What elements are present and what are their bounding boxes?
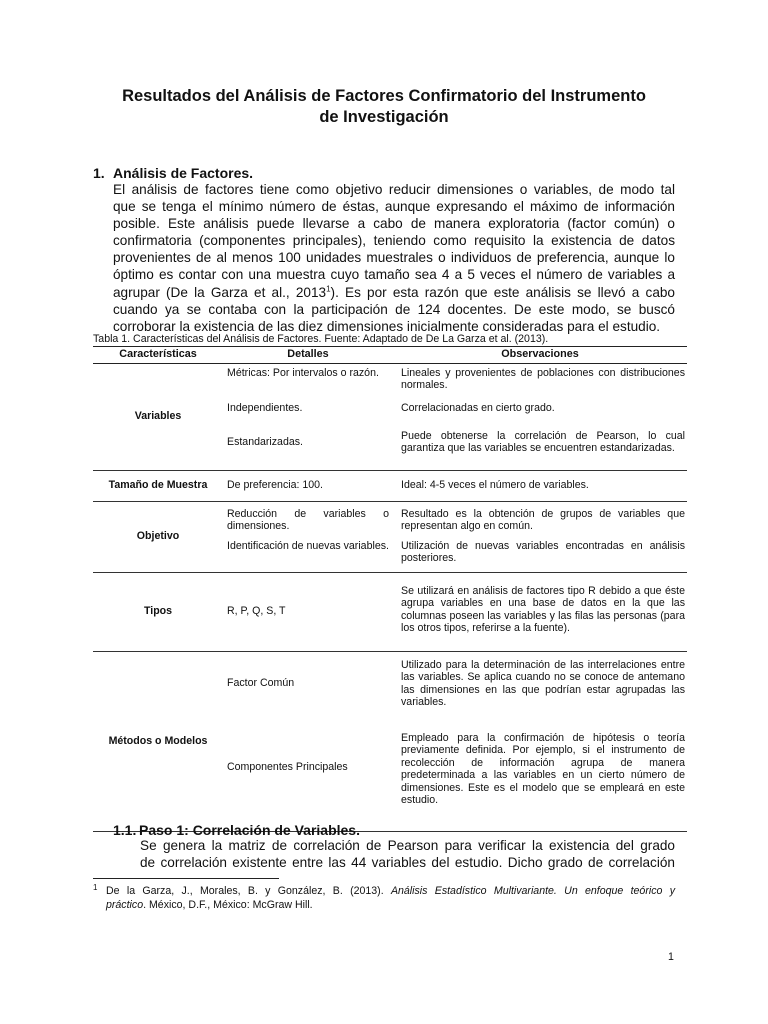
subsection-number: 1.1. — [113, 822, 137, 838]
details-cell — [223, 572, 393, 651]
details-cell — [223, 470, 393, 501]
paragraph-line: de correlación existente entre las 44 variables del estudio. Dicho grado de correlación — [140, 855, 675, 870]
section-number: 1. — [93, 165, 105, 181]
category-label: Métodos o Modelos — [93, 651, 223, 831]
observation-item: Utilizado para la determinación de las interrelaciones entre las variables. Se aplica cuando no se conoce de antemano las dimensiones en las que podrían estar agrupadas las variables. — [401, 658, 685, 708]
detail-item: Identificación de nuevas variables. — [227, 539, 389, 552]
paragraph-line: Se genera la matriz de correlación de Pearson para verificar la existencia del grado — [140, 838, 675, 853]
table-caption: Tabla 1. Características del Análisis de Factores. Fuente: Adaptado de De La Garza et al. (2013). — [93, 333, 549, 345]
observations-cell — [393, 572, 687, 651]
section-paragraph — [113, 181, 675, 335]
detail-item: Factor Común — [227, 676, 295, 689]
subsection-paragraph — [140, 837, 675, 871]
category-label: Tamaño de Muestra — [93, 470, 223, 501]
detail-item: R, P, Q, S, T — [227, 605, 286, 618]
footnote-line — [93, 884, 675, 898]
footnote-book-title-cont: práctico — [106, 899, 144, 911]
paragraph-line: provenientes de al menos 100 unidades muestrales o individuos de preferencia, aunque lo — [113, 250, 675, 266]
paragraph-line: corroborar la existencia de las diez dimensiones inicialmente consideradas para el estudio. — [113, 318, 661, 334]
footnote-separator — [93, 878, 279, 879]
detail-item: Métricas: Por intervalos o razón. — [227, 366, 379, 379]
footnote-book-title: Análisis Estadístico Multivariante. Un enfoque teórico y — [390, 885, 675, 897]
observation-item: Puede obtenerse la correlación de Pearson, lo cual garantiza que las variables se encuentren estandarizadas. — [401, 429, 685, 454]
detail-item: Estandarizadas. — [227, 435, 303, 448]
footnote-authors: De la Garza, J., Morales, B. y González, B. (2013). — [106, 885, 391, 897]
detail-item: De preferencia: 100. — [227, 478, 323, 491]
table-header-row — [93, 347, 687, 364]
details-cell — [223, 651, 393, 831]
observation-item: Empleado para la confirmación de hipótesis o teoría previamente definida. Por ejemplo, si el instrumento de recolección de información agrupa de manera predeterminada a las variables en un cierto número de dimensiones. Este es el modelo que se empleará en este estudio. — [401, 731, 685, 806]
page-number: 1 — [668, 951, 674, 963]
citation-text-after: ). Es por esta razón que este análisis se llevó a cabo — [330, 284, 675, 300]
observation-item: Se utilizará en análisis de factores tipo R debido a que éste agrupa variables en una base de datos en la que las columnas poseen las variables y las filas las personas (para los otros tipos, referirse a la fuente). — [401, 584, 685, 634]
observations-cell — [393, 651, 687, 831]
subsection-title: Paso 1: Correlación de Variables. — [139, 822, 360, 838]
title-line-1: Resultados del Análisis de Factores Confirmatorio del Instrumento — [122, 87, 646, 105]
paragraph-line: que se tenga el mínimo número de éstas, aunque expresando el máximo de información — [113, 199, 675, 215]
observation-item: Utilización de nuevas variables encontradas en análisis posteriores. — [401, 539, 685, 564]
detail-item: Componentes Principales — [227, 760, 348, 773]
paragraph-line: confirmatoria (componentes principales), teniendo como requisito la existencia de datos — [113, 233, 675, 249]
observations-cell — [393, 501, 687, 572]
table-row-tamano — [93, 470, 687, 501]
footnote-publisher: . México, D.F., México: McGraw Hill. — [143, 899, 313, 911]
document-title — [80, 86, 688, 128]
details-cell — [223, 363, 393, 470]
paragraph-line: cuando ya se contaba con la participación de 124 docentes. De este modo, se buscó — [113, 301, 675, 317]
factor-analysis-table — [93, 346, 687, 832]
detail-item: Independientes. — [227, 401, 303, 414]
header-observaciones: Observaciones — [393, 347, 687, 364]
table-row-tipos — [93, 572, 687, 651]
header-detalles: Detalles — [223, 347, 393, 364]
observations-cell — [393, 470, 687, 501]
category-label: Tipos — [93, 572, 223, 651]
citation-text: agrupar (De la Garza et al., 2013 — [113, 284, 327, 300]
header-caracteristicas: Características — [93, 347, 223, 364]
observations-cell — [393, 363, 687, 470]
footnote — [93, 884, 675, 912]
footnote-number: 1 — [93, 883, 98, 892]
observation-item: Lineales y provenientes de poblaciones con distribuciones normales. — [401, 366, 685, 391]
observation-item: Correlacionadas en cierto grado. — [401, 401, 555, 414]
title-line-2: de Investigación — [319, 108, 449, 126]
footnote-line — [93, 898, 675, 912]
table-row-metodos — [93, 651, 687, 831]
observation-item: Ideal: 4-5 veces el número de variables. — [401, 478, 589, 491]
paragraph-line: óptimo es contar con una muestra cuyo tamaño sea 4 a 5 veces el número de variables a — [113, 267, 675, 283]
category-label: Objetivo — [93, 501, 223, 572]
category-label: Variables — [93, 363, 223, 470]
paragraph-line: El análisis de factores tiene como objetivo reducir dimensiones o variables, de modo tal — [113, 182, 675, 197]
section-heading — [93, 164, 253, 182]
detail-item: Reducción de variables o dimensiones. — [227, 507, 389, 532]
footnote-ref[interactable]: 1 — [326, 284, 331, 294]
details-cell — [223, 501, 393, 572]
paragraph-line — [113, 284, 675, 301]
section-title: Análisis de Factores. — [113, 165, 254, 181]
observation-item: Resultado es la obtención de grupos de variables que representan algo en común. — [401, 507, 685, 532]
table-row-variables — [93, 363, 687, 470]
table-row-objetivo — [93, 501, 687, 572]
paragraph-line: posible. Este análisis puede llevarse a cabo de manera exploratoria (factor común) o — [113, 216, 675, 232]
